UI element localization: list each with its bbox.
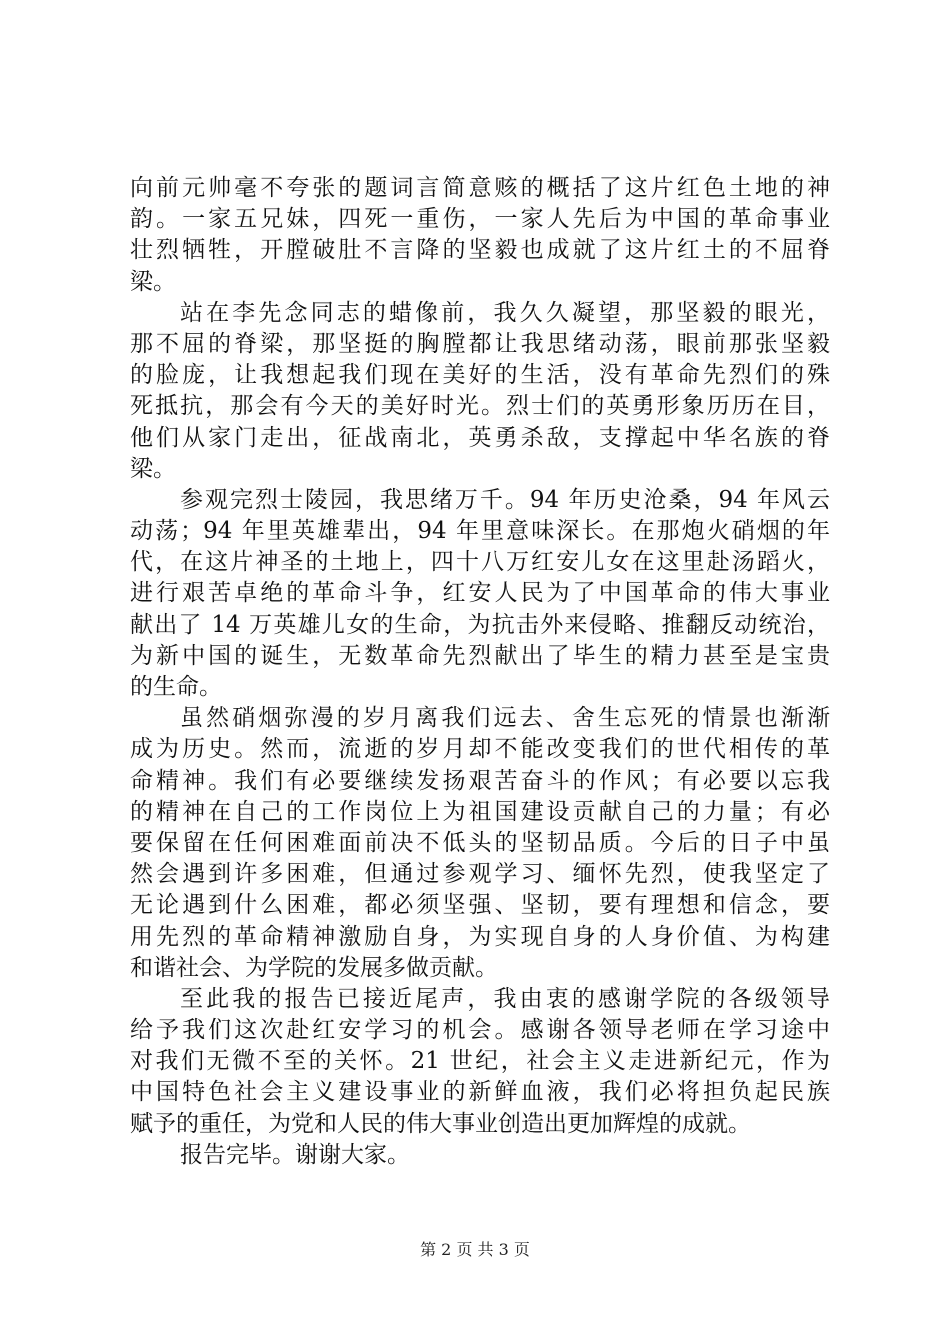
text-line: 进行艰苦卓绝的革命斗争，红安人民为了中国革命的伟大事业 <box>130 580 830 607</box>
text-line: 动荡；94 年里英雄辈出，94 年里意味深长。在那炮火硝烟的年 <box>130 518 830 545</box>
text-line: 梁。 <box>130 455 176 482</box>
paragraph-3 <box>130 485 830 703</box>
page-footer: 第 2 页 共 3 页 <box>420 1240 530 1259</box>
text-line: 无论遇到什么困难，都必须坚强、坚韧，要有理想和信念，要 <box>130 892 830 919</box>
text-line: 和谐社会、为学院的发展多做贡献。 <box>130 954 498 981</box>
text-line: 死抵抗，那会有今天的美好时光。烈士们的英勇形象历历在目， <box>130 393 830 420</box>
text-line: 的精神在自己的工作岗位上为祖国建设贡献自己的力量；有必 <box>130 798 830 825</box>
text-line: 梁。 <box>130 268 176 295</box>
paragraph-6 <box>130 1140 830 1171</box>
text-line: 代，在这片神圣的土地上，四十八万红安儿女在这里赴汤蹈火， <box>130 549 830 576</box>
text-line: 成为历史。然而，流逝的岁月却不能改变我们的世代相传的革 <box>130 736 830 763</box>
text-line: 那不屈的脊梁，那坚挺的胸膛都让我思绪动荡，眼前那张坚毅 <box>130 330 830 357</box>
text-line: 献出了 14 万英雄儿女的生命，为抗击外来侵略、推翻反动统治， <box>130 611 830 638</box>
text-line: 赋予的重任，为党和人民的伟大事业创造出更加辉煌的成就。 <box>130 1110 751 1137</box>
text-line: 用先烈的革命精神激励自身，为实现自身的人身价值、为构建 <box>130 923 830 950</box>
text-line: 的生命。 <box>130 674 222 700</box>
text-line: 的脸庞，让我想起我们现在美好的生活，没有革命先烈们的殊 <box>130 362 830 389</box>
text-line: 他们从家门走出，征战南北，英勇杀敌，支撑起中华名族的脊 <box>130 424 830 451</box>
text-line: 然会遇到许多困难，但通过参观学习、缅怀先烈，使我坚定了 <box>130 861 830 888</box>
text-line: 中国特色社会主义建设事业的新鲜血液，我们必将担负起民族 <box>130 1079 830 1106</box>
paragraph-4 <box>130 703 830 984</box>
text-line: 站在李先念同志的蜡像前，我久久凝望，那坚毅的眼光， <box>180 299 830 326</box>
text-line: 为新中国的诞生，无数革命先烈献出了毕生的精力甚至是宝贵 <box>130 642 830 669</box>
text-line: 命精神。我们有必要继续发扬艰苦奋斗的作风；有必要以忘我 <box>130 767 830 794</box>
paragraph-5 <box>130 984 830 1140</box>
text-line: 虽然硝烟弥漫的岁月离我们远去、舍生忘死的情景也渐渐 <box>180 705 830 732</box>
paragraph-2 <box>130 298 830 485</box>
text-line: 向前元帅毫不夸张的题词言简意赅的概括了这片红色土地的神 <box>130 175 830 201</box>
text-line: 参观完烈士陵园，我思绪万千。94 年历史沧桑，94 年风云 <box>180 486 830 513</box>
document-body <box>130 173 830 1171</box>
text-line: 韵。一家五兄妹，四死一重伤，一家人先后为中国的革命事业 <box>130 206 830 233</box>
text-line: 壮烈牺牲，开膛破肚不言降的坚毅也成就了这片红土的不屈脊 <box>130 237 830 264</box>
text-line: 至此我的报告已接近尾声，我由衷的感谢学院的各级领导 <box>180 985 830 1012</box>
text-line: 对我们无微不至的关怀。21 世纪，社会主义走进新纪元，作为 <box>130 1048 830 1075</box>
text-line: 要保留在任何困难面前决不低头的坚韧品质。今后的日子中虽 <box>130 829 830 856</box>
text-line: 给予我们这次赴红安学习的机会。感谢各领导老师在学习途中 <box>130 1017 830 1044</box>
paragraph-1 <box>130 173 830 298</box>
text-line: 报告完毕。谢谢大家。 <box>180 1141 410 1168</box>
